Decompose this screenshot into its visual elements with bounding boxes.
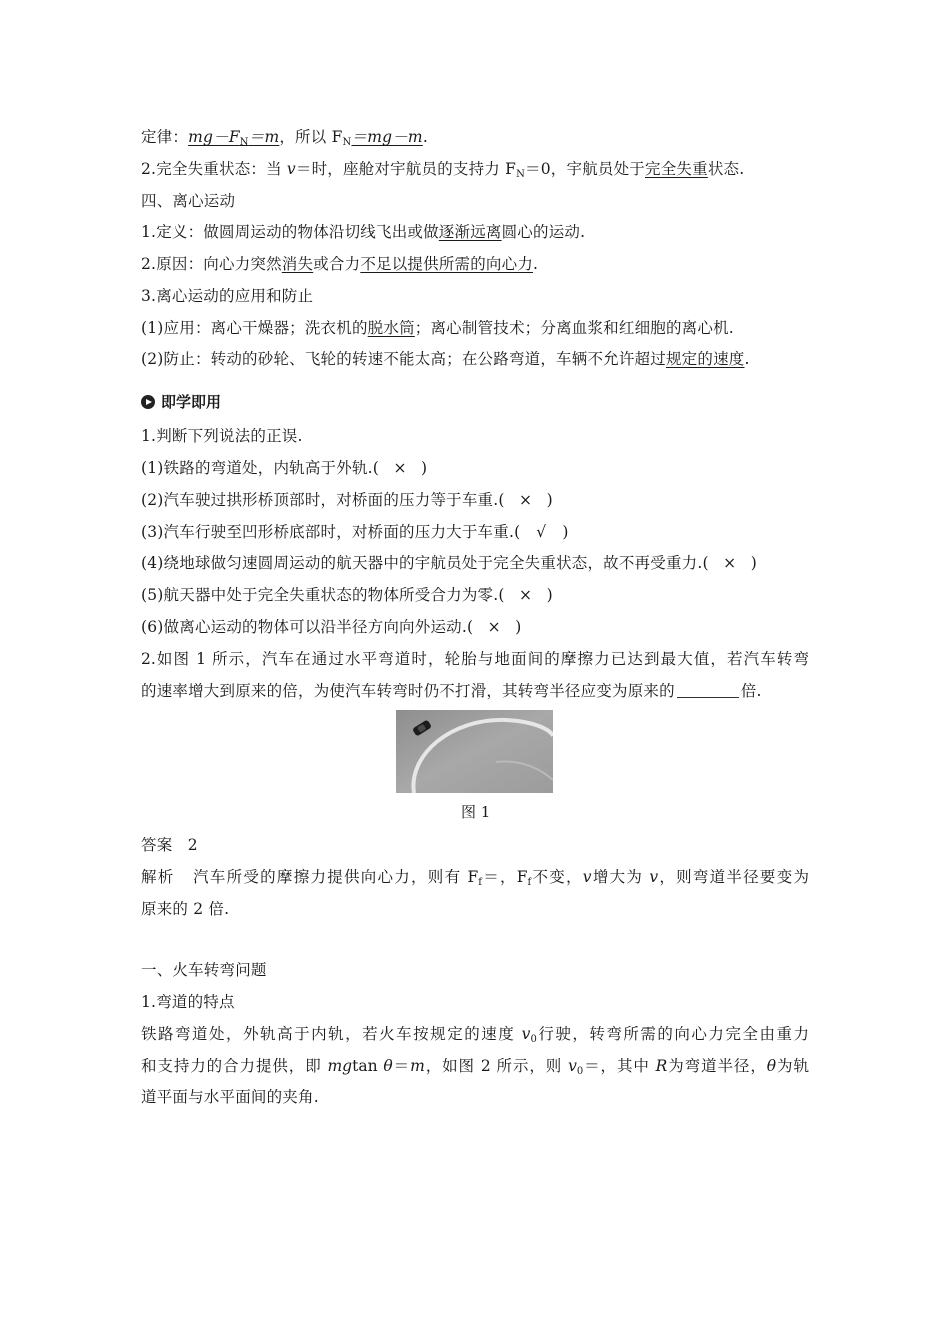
train-p2f: 为弯道半径， [667,1057,767,1075]
train-p1b: 行驶，转弯所需的向心力完全由重力 [536,1025,809,1043]
car-curve-image [396,710,553,793]
car-curve-figure [396,710,553,793]
train-p2b: tan [352,1057,384,1075]
q2-line-1: 2.如图 1 所示，汽车在通过水平弯道时，轮胎与地面间的摩擦力已达到最大值，若汽车转弯 [141,650,809,668]
weightless-line [141,159,744,185]
curve-feature-title: 1.弯道的特点 [141,993,235,1011]
app-underlined: 脱水筒 [367,319,415,337]
q1-item-text: (1)铁路的弯道处，内轨高于外轨. [141,459,373,477]
figure-caption: 图 1 [461,803,491,821]
weightless-c: ＝0，宇航员处于 [525,160,645,178]
train-p2-theta: θ [383,1057,393,1075]
analysis-e: ，则弯道半径要变为 [658,868,809,886]
q1-item: (6)做离心运动的物体可以沿半径方向向外运动.( × ) [141,618,522,636]
def-b: 圆心的运动. [501,223,586,241]
analysis-b: ＝，F [481,868,528,886]
q1-item-mark: √ [536,523,547,541]
train-para-line-2 [141,1056,809,1082]
cause-b: 或合力 [313,255,361,273]
practice-heading-text: 即学即用 [161,393,222,411]
practice-heading [141,392,221,412]
train-p2g: 为轨 [776,1057,809,1075]
law-eq1-sub: N [239,137,249,148]
train-p2-r: R [655,1057,668,1075]
train-para-line-3: 道平面与水平面间的夹角. [141,1088,319,1106]
q1-item-text: (5)航天器中处于完全失重状态的物体所受合力为零. [141,586,499,604]
q1-item-text: (2)汽车驶过拱形桥顶部时，对桥面的压力等于车重. [141,491,499,509]
train-para-line-1 [141,1024,809,1050]
def-underlined: 逐渐远离 [438,223,502,241]
q1-item-mark: × [519,491,533,509]
q1-item-mark: × [393,459,407,477]
answer-value: 2 [187,836,198,854]
prev-underlined: 规定的速度 [665,350,745,368]
analysis-d: 增大为 [591,868,650,886]
q1-item-text: (4)绕地球做匀速圆周运动的航天器中的宇航员处于完全失重状态，故不再受重力. [141,554,703,572]
q2-line-2 [141,681,762,701]
answer-line [141,835,198,855]
analysis-sub-1: f [478,877,482,888]
application-line [141,318,734,338]
cause-underlined-1: 消失 [281,255,314,273]
application-title: 3.离心运动的应用和防止 [141,287,314,305]
weightless-b-sub: N [516,169,526,180]
def-a: 1.定义：做圆周运动的物体沿切线飞出或做 [141,223,439,241]
prev-b: . [744,350,750,368]
weightless-b: ＝时，座舱对宇航员的支持力 F [295,160,517,178]
prev-a: (2)防止：转动的砂轮、飞轮的转速不能太高；在公路弯道，车辆不允许超过 [141,350,666,368]
train-p2-m: m [410,1057,425,1075]
train-p1-v0-sub: 0 [530,1034,537,1045]
train-p2c: ＝ [392,1057,411,1075]
analysis-c: 不变， [531,868,583,886]
q1-item: (5)航天器中处于完全失重状态的物体所受合力为零.( × ) [141,586,553,604]
cause-underlined-2: 不足以提供所需的向心力 [360,255,534,273]
q1-item-mark: × [723,554,737,572]
q1-item: (4)绕地球做匀速圆周运动的航天器中的宇航员处于完全失重状态，故不再受重力.( × ) [141,554,757,572]
app-a: (1)应用：离心干燥器；洗衣机的 [141,319,368,337]
law-equation-1 [188,128,279,146]
definition-line [141,222,585,242]
train-section-title: 一、火车转弯问题 [141,961,267,979]
law-equation-2: ＝mg－m [351,128,423,146]
train-p2a: 和支持力的合力提供，即 [141,1057,328,1075]
law-eq1-text: mg－F [188,128,240,146]
law-end: . [422,128,428,146]
train-p1a: 铁路弯道处，外轨高于内轨，若火车按规定的速度 [141,1025,522,1043]
analysis-line-1 [141,867,809,893]
weightless-a: 2.完全失重状态：当 [141,160,287,178]
weightless-underlined: 完全失重 [645,160,708,178]
weightless-v: v [286,160,296,178]
q2-line-2-end: 倍. [740,682,762,700]
law-eq1-tail: ＝m [248,128,280,146]
q1-item: (3)汽车行驶至凹形桥底部时，对桥面的压力大于车重.( √ ) [141,523,569,541]
q1-item-text: (3)汽车行驶至凹形桥底部时，对桥面的压力大于车重. [141,523,515,541]
app-b: ；离心制管技术；分离血浆和红细胞的离心机. [414,319,734,337]
answer-label: 答案 [141,836,173,854]
q1-item: (1)铁路的弯道处，内轨高于外轨.( × ) [141,459,428,477]
train-p2-v0: v [568,1057,577,1075]
section4-title: 四、离心运动 [141,192,236,210]
analysis-v2: v [649,868,659,886]
train-p2-v0-sub: 0 [576,1066,584,1077]
train-p2-mg: mg [327,1057,353,1075]
analysis-line-2: 原来的 2 倍. [141,900,230,918]
law-mid-sub: N [342,137,352,148]
train-p2-theta2: θ [766,1057,777,1075]
train-p1-v0: v [521,1025,531,1043]
cause-c: . [533,255,539,273]
train-p2d: ，如图 2 所示，则 [424,1057,569,1075]
cause-line [141,254,538,274]
q1-item-text: (6)做离心运动的物体可以沿半径方向向外运动. [141,618,467,636]
answer-blank [677,683,739,698]
law-mid: ，所以 F [279,128,343,146]
q1-title: 1.判断下列说法的正误. [141,427,303,445]
analysis-a: 汽车所受的摩擦力提供向心力，则有 F [193,868,479,886]
prevention-line [141,349,750,369]
q1-item-mark: × [519,586,533,604]
q1-item-mark: × [487,618,501,636]
train-p2e: ＝，其中 [583,1057,656,1075]
q1-item: (2)汽车驶过拱形桥顶部时，对桥面的压力等于车重.( × ) [141,491,553,509]
weightless-d: 状态. [707,160,745,178]
law-prefix: 定律： [141,128,189,146]
law-line [141,127,428,153]
cause-a: 2.原因：向心力突然 [141,255,282,273]
analysis-v1: v [582,868,592,886]
analysis-sub-2: f [527,877,532,888]
q2-line-2-text: 的速率增大到原来的倍，为使汽车转弯时仍不打滑，其转弯半径应变为原来的 [141,682,675,700]
analysis-label: 解析 [141,868,175,886]
play-circle-icon [141,395,155,409]
